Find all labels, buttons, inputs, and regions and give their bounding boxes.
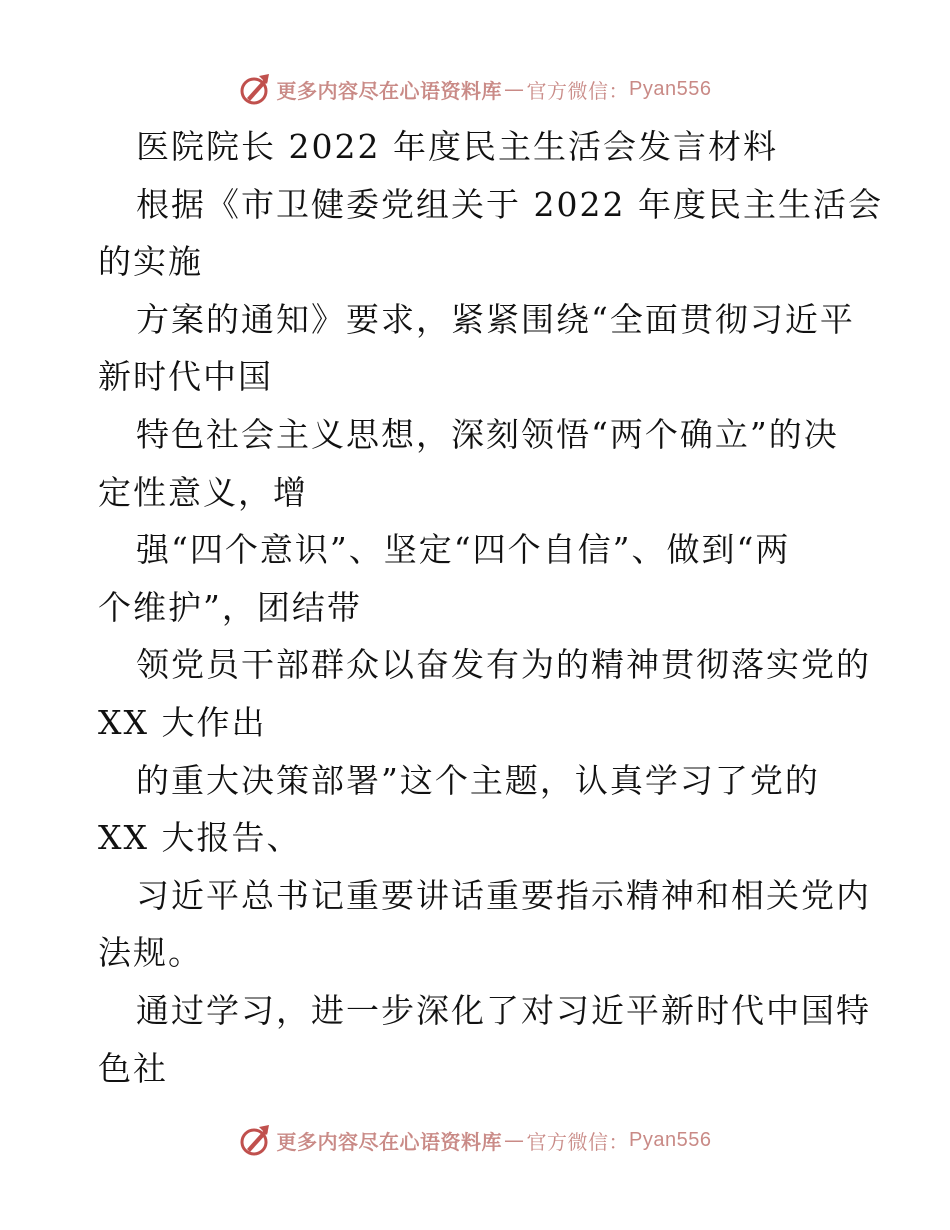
watermark-id: Pyan556 (629, 1128, 712, 1151)
paragraph-line: 强“四个意识”、坚定“四个自信”、做到“两 (136, 530, 791, 570)
paragraph-line: 的实施 (98, 242, 203, 282)
header-watermark (0, 72, 950, 106)
paragraph-line: XX 大作出 (98, 702, 267, 742)
paragraph-line: 特色社会主义思想，深刻领悟“两个确立”的决 (136, 414, 839, 454)
watermark-sub-text: 官方微信： (526, 78, 630, 103)
footer-watermark (0, 1123, 950, 1157)
watermark-sub-text: 官方微信： (526, 1129, 630, 1154)
paragraph-line: 方案的通知》要求，紧紧围绕“全面贯彻习近平 (136, 299, 855, 339)
quill-pen-circle-icon (239, 72, 273, 106)
quill-pen-circle-icon (239, 1123, 273, 1157)
paragraph-line: 领党员干部群众以奋发有为的精神贯彻落实党的 (136, 645, 871, 685)
document-title: 医院院长 2022 年度民主生活会发言材料 (136, 127, 778, 166)
paragraph-line: 习近平总书记重要讲话重要指示精神和相关党内 (136, 875, 871, 915)
paragraph-line: 新时代中国 (98, 357, 273, 397)
paragraph-line: 的重大决策部署”这个主题，认真学习了党的 (136, 760, 820, 800)
watermark-main-text: 更多内容尽在心语资料库 (276, 78, 503, 103)
paragraph-line: 法规。 (98, 933, 203, 973)
watermark-dash: — (504, 77, 525, 101)
paragraph-line: 通过学习，进一步深化了对习近平新时代中国特 (136, 990, 871, 1030)
watermark-dash: — (504, 1128, 525, 1152)
watermark-main-text: 更多内容尽在心语资料库 (276, 1129, 503, 1154)
paragraph-line: 色社 (98, 1048, 168, 1088)
watermark-id: Pyan556 (629, 77, 712, 100)
paragraph-line: 根据《市卫健委党组关于 2022 年度民主生活会 (136, 184, 883, 224)
paragraph-line: XX 大报告、 (98, 818, 302, 858)
paragraph-line: 个维护”，团结带 (98, 587, 362, 627)
paragraph-line: 定性意义，增 (98, 472, 308, 512)
document-body (98, 118, 883, 1097)
